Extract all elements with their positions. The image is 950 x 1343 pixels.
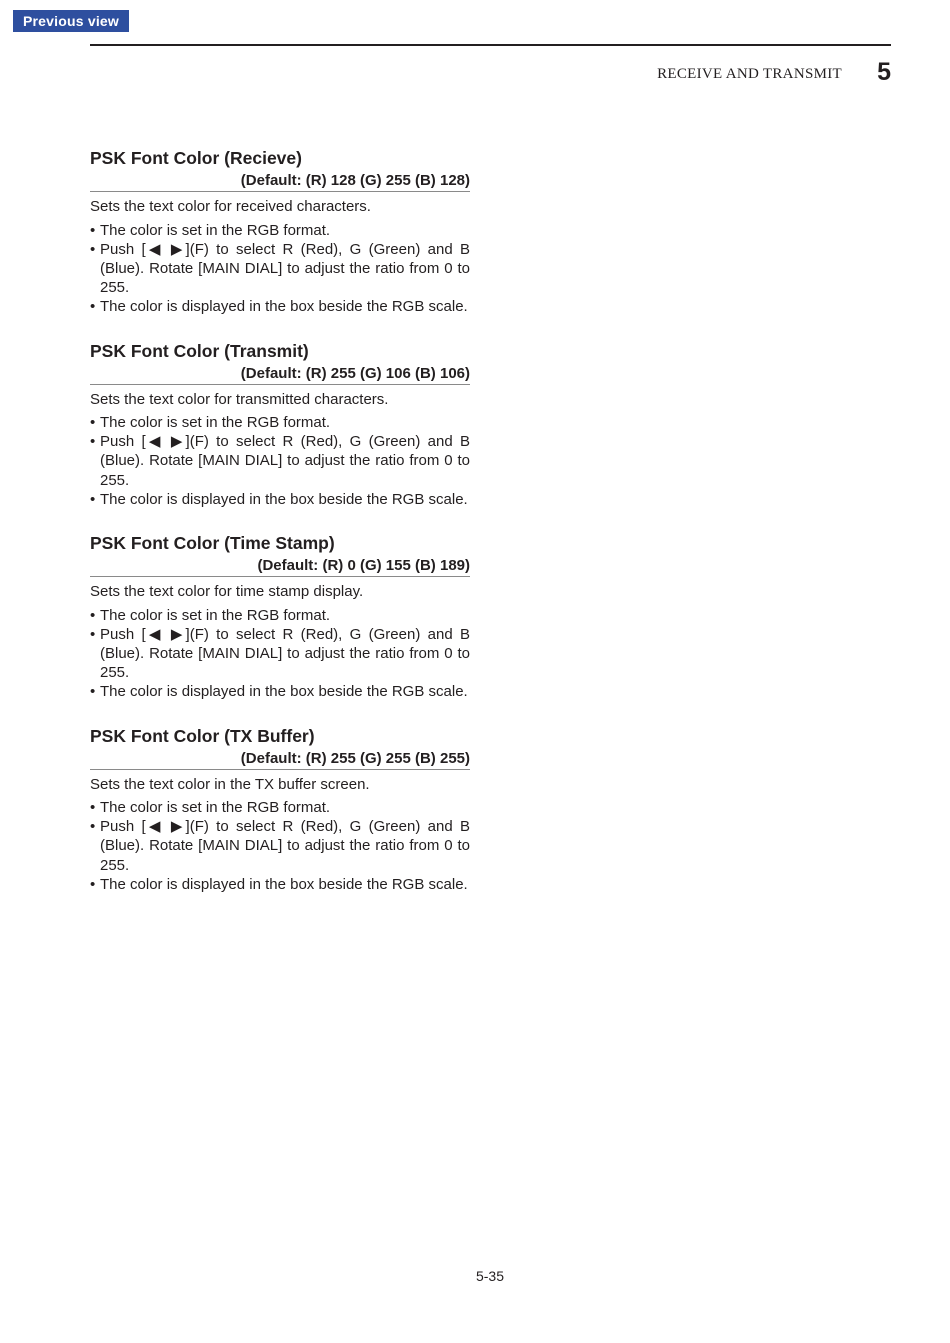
bullet-text: The color is set in the RGB format. — [100, 221, 331, 239]
list-item: • The color is set in the RGB format. — [90, 799, 331, 817]
bullet-text: The color is set in the RGB format. — [100, 606, 331, 624]
list-item: • The color is set in the RGB format. — [90, 221, 331, 239]
header-rule — [90, 44, 891, 46]
list-item: • The color is displayed in the box beside the RGB scale. — [90, 490, 468, 508]
bullet-text: The color is displayed in the box beside the RGB scale. — [100, 875, 468, 893]
bullet-list — [90, 221, 470, 317]
section-title: PSK Font Color (Time Stamp) — [90, 533, 335, 554]
section-font-color-time-stamp — [90, 531, 470, 702]
section-font-color-receive — [90, 146, 470, 317]
bullet-text: Push [◀ ▶](F) to select R (Red), G (Green) and B (Blue). Rotate [MAIN DIAL] to adjust the ratio from 0 to 255. — [100, 240, 470, 297]
section-title: PSK Font Color (TX Buffer) — [90, 725, 315, 746]
bullet-text: Push [◀ ▶](F) to select R (Red), G (Green) and B (Blue). Rotate [MAIN DIAL] to adjust the ratio from 0 to 255. — [100, 433, 470, 489]
chapter-title: RECEIVE AND TRANSMIT — [657, 66, 842, 82]
list-item: • Push [◀ ▶](F) to select R (Red), G (Green) and B (Blue). Rotate [MAIN DIAL] to adjust the ratio from 0 to 255. — [90, 433, 470, 489]
bullet-text: Push [◀ ▶](F) to select R (Red), G (Green) and B (Blue). Rotate [MAIN DIAL] to adjust the ratio from 0 to 255. — [100, 625, 470, 682]
list-item: • Push [◀ ▶](F) to select R (Red), G (Green) and B (Blue). Rotate [MAIN DIAL] to adjust the ratio from 0 to 255. — [90, 818, 470, 874]
bullet-list — [90, 606, 470, 702]
bullet-list — [90, 798, 470, 894]
chapter-number: 5 — [877, 58, 891, 86]
section-title: PSK Font Color (Transmit) — [90, 340, 309, 361]
list-item: • Push [◀ ▶](F) to select R (Red), G (Green) and B (Blue). Rotate [MAIN DIAL] to adjust the ratio from 0 to 255. — [90, 240, 470, 297]
section-description: Sets the text color for received characters. — [90, 198, 371, 215]
list-item: • Push [◀ ▶](F) to select R (Red), G (Green) and B (Blue). Rotate [MAIN DIAL] to adjust the ratio from 0 to 255. — [90, 625, 470, 682]
list-item: • The color is set in the RGB format. — [90, 606, 331, 624]
bullet-text: Push [◀ ▶](F) to select R (Red), G (Green) and B (Blue). Rotate [MAIN DIAL] to adjust the ratio from 0 to 255. — [100, 818, 470, 874]
page-number: 5-35 — [475, 1268, 505, 1284]
bullet-text: The color is set in the RGB format. — [100, 414, 331, 432]
section-default: (Default: (R) 0 (G) 155 (B) 189) — [90, 555, 470, 577]
list-item: • The color is set in the RGB format. — [90, 414, 331, 432]
bullet-text: The color is displayed in the box beside the RGB scale. — [100, 490, 468, 508]
list-item: • The color is displayed in the box beside the RGB scale. — [90, 875, 468, 893]
bullet-text: The color is displayed in the box beside the RGB scale. — [100, 683, 468, 701]
section-default: (Default: (R) 128 (G) 255 (B) 128) — [90, 170, 470, 192]
section-font-color-transmit — [90, 339, 470, 510]
section-description: Sets the text color in the TX buffer screen. — [90, 775, 370, 793]
bullet-list — [90, 413, 470, 509]
main-content — [90, 146, 470, 916]
previous-view-button[interactable]: Previous view — [13, 10, 129, 32]
bullet-text: The color is set in the RGB format. — [100, 799, 331, 817]
section-default: (Default: (R) 255 (G) 106 (B) 106) — [90, 363, 470, 385]
list-item: • The color is displayed in the box beside the RGB scale. — [90, 298, 468, 316]
section-title: PSK Font Color (Recieve) — [90, 148, 302, 168]
bullet-text: The color is displayed in the box beside the RGB scale. — [100, 298, 468, 316]
section-font-color-tx-buffer — [90, 724, 470, 895]
list-item: • The color is displayed in the box beside the RGB scale. — [90, 683, 468, 701]
section-description: Sets the text color for transmitted characters. — [90, 390, 389, 408]
section-description: Sets the text color for time stamp display. — [90, 583, 364, 601]
section-default: (Default: (R) 255 (G) 255 (B) 255) — [90, 748, 470, 770]
